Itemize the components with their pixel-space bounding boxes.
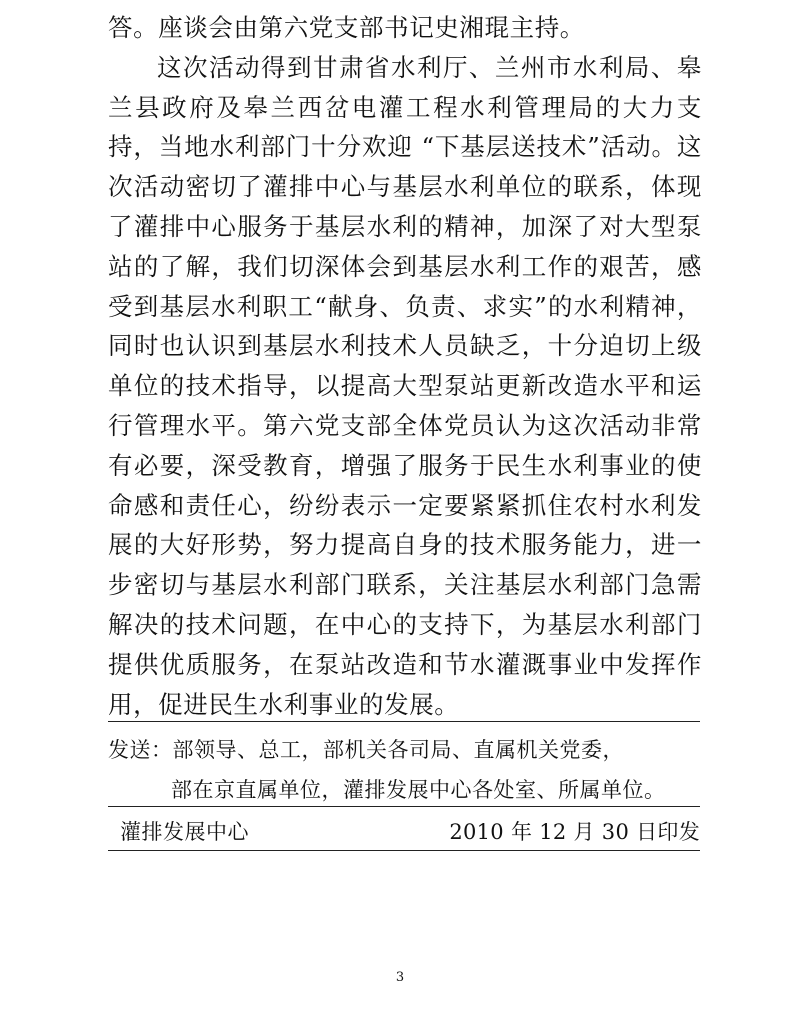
document-body [108,8,702,724]
distribution-bottom-rule [108,806,700,807]
footer-bottom-rule [108,850,700,851]
distribution-top-rule [108,721,700,722]
page-number: 3 [395,970,405,985]
distribution-line-2: 部在京直属单位，灌排发展中心各处室、所属单位。 [171,778,666,802]
issue-date: 2010 年 12 月 30 日印发 [449,820,700,844]
issuer-name: 灌排发展中心 [120,820,249,844]
paragraph-continued: 答。座谈会由第六党支部书记史湘琨主持。 [108,13,585,42]
paragraph-main: 这次活动得到甘肃省水利厅、兰州市水利局、皋兰县政府及皋兰西岔电灌工程水利管理局的大力支持，当地水利部门十分欢迎 “下基层送技术”活动。这次活动密切了灌排中心与基层水利单位的联系，体现了灌排中心服务于基层水利的精神，加深了对大型泵站的了解，我们切深体会到基层水利工作的艰苦，感受到基层水利职工“献身、负责、求实”的水利精神，同时也认识到基层水利技术人员缺乏，十分迫切上级单位的技术指导，以提高大型泵站更新改造水平和运行管理水平。第六党支部全体党员认为这次活动非常有必要，深受教育，增强了服务于民生水利事业的使命感和责任心，纷纷表示一定要紧紧抓住农村水利发展的大好形势，努力提高自身的技术服务能力，进一步密切与基层水利部门联系，关注基层水利部门急需解决的技术问题，在中心的支持下，为基层水利部门提供优质服务，在泵站改造和节水灌溉事业中发挥作用，促进民生水利事业的发展。 [108,52,702,719]
distribution-line-1: 发送：部领导、总工，部机关各司局、直属机关党委， [108,738,624,762]
